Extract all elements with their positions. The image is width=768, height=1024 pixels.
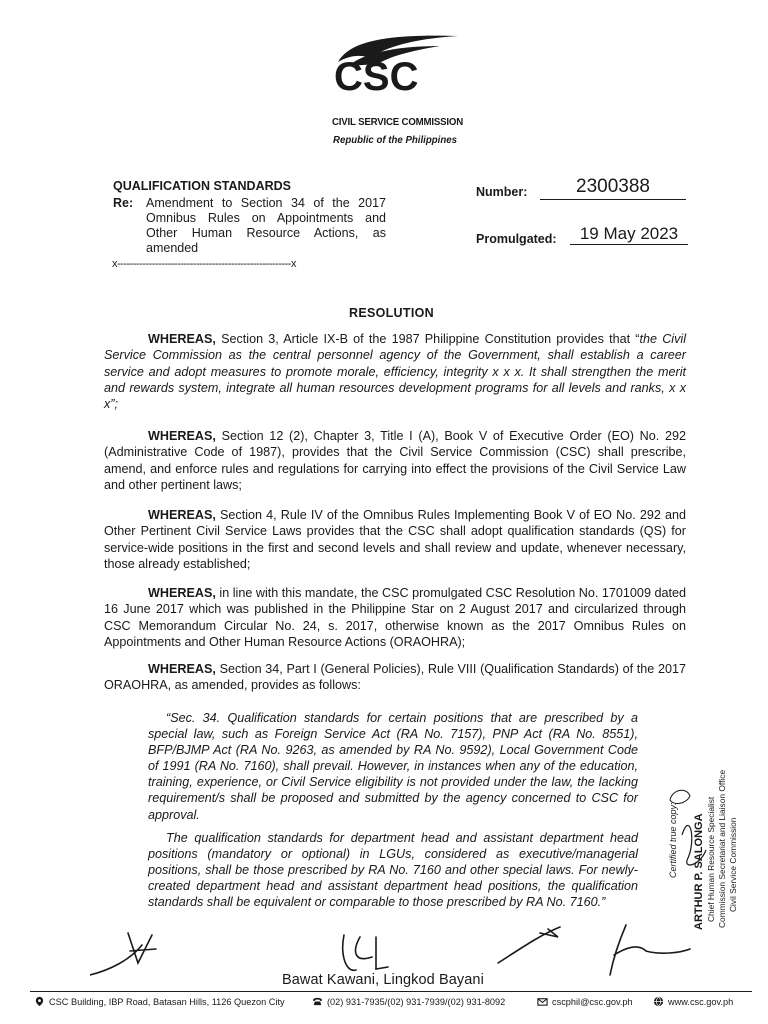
address-text: CSC Building, IBP Road, Batasan Hills, 1126 Quezon City bbox=[49, 996, 285, 1007]
phone-icon bbox=[312, 996, 323, 1007]
email-icon bbox=[537, 996, 548, 1007]
signature-1 bbox=[90, 933, 156, 975]
quoted-section-paragraph bbox=[148, 710, 638, 823]
email-text[interactable]: cscphil@csc.gov.ph bbox=[552, 996, 633, 1007]
phone-text: (02) 931-7935/(02) 931-7939/(02) 931-8092 bbox=[327, 996, 506, 1007]
signature-2 bbox=[343, 935, 388, 970]
whereas-lead: WHEREAS, bbox=[148, 508, 216, 522]
promulgated-label: Promulgated: bbox=[476, 232, 557, 246]
paragraph-quote: the Civil Service Commission as the central personnel agency of the Government, shall establish a career service and adopt measures to promote morale, efficiency, integrity x x x. It shall strengthen the merit and rewards system, integrate all human resources development programs for all levels and ranks, x x x”; bbox=[104, 332, 686, 412]
promulgated-date: 19 May 2023 bbox=[570, 224, 688, 245]
website-text[interactable]: www.csc.gov.ph bbox=[668, 996, 734, 1007]
stamp-title-2: Commission Secretariat and Liaison Office bbox=[717, 769, 727, 928]
paragraph-text: Section 34, Part I (General Policies), Rule VIII (Qualification Standards) of the 2017 ORAOHRA, as amended, provides as follows: bbox=[104, 662, 686, 693]
logo-text: CSC bbox=[334, 55, 419, 92]
re-label: Re: bbox=[113, 196, 134, 210]
whereas-lead: WHEREAS, bbox=[148, 429, 216, 443]
separator-line: x-------------------------------------------------------x bbox=[112, 258, 296, 270]
footer-divider bbox=[30, 991, 752, 992]
signature-4 bbox=[610, 925, 690, 975]
globe-icon bbox=[653, 996, 664, 1007]
csc-logo bbox=[330, 32, 465, 92]
quoted-section-paragraph bbox=[148, 830, 638, 910]
quote-text: “Sec. 34. Qualification standards for certain positions that are prescribed by a special law, such as Foreign Service Act (RA No. 7157), PNP Act (RA No. 8551), BFP/BJMP Act (RA No. 9263, as amended by RA No. 9592), Local Government Code of 1991 (RA No. 7160), shall prevail. However, in instances when any of the education, training, experience, or Civil Service eligibility is not provided under the law, the lacking requirement/s shall be proposed and submitted by the agency concerned to CSC for approval. bbox=[148, 711, 638, 822]
paragraph-text: Section 4, Rule IV of the Omnibus Rules Implementing Book V of EO No. 292 and Other Pertinent Civil Service Laws provides that the CSC shall adopt qualification standards (QS) for service-wide positions in the first and second levels and shall review and update, whenever necessary, those already established; bbox=[104, 508, 686, 571]
agency-subtitle: Republic of the Philippines bbox=[333, 134, 457, 146]
paragraph-text: Section 12 (2), Chapter 3, Title I (A), Book V of Executive Order (EO) No. 292 (Administrative Code of 1987), provides that the Civil Service Commission (CSC) shall prescribe, amend, and enforce rules and regulations for carrying into effect the provisions of the Civil Service Law and other pertinent laws; bbox=[104, 429, 686, 492]
quote-text: The qualification standards for department head and assistant department head positions (mandatory or optional) in LGUs, considered as executive/managerial positions, shall be those prescribed by RA No. 7160 and other special laws. For newly-created department head and assistant department head positions, the qualification standards shall be equivalent or comparable to those prescribed by RA No. 7160.” bbox=[148, 831, 638, 910]
agency-name: CIVIL SERVICE COMMISSION bbox=[332, 116, 464, 128]
location-pin-icon bbox=[34, 996, 45, 1007]
resolution-number: 2300388 bbox=[540, 176, 686, 200]
whereas-paragraph bbox=[104, 428, 686, 493]
document-heading: QUALIFICATION STANDARDS bbox=[113, 179, 291, 193]
footer-address bbox=[34, 996, 285, 1007]
whereas-paragraph bbox=[104, 585, 686, 650]
footer-phone bbox=[312, 996, 505, 1007]
resolution-title: RESOLUTION bbox=[349, 306, 434, 320]
re-subject: Amendment to Section 34 of the 2017 Omnibus Rules on Appointments and Other Human Resource Actions, as amended bbox=[146, 196, 386, 255]
motto: Bawat Kawani, Lingkod Bayani bbox=[282, 972, 484, 988]
stamp-title-3: Civil Service Commission bbox=[728, 817, 738, 912]
footer-email[interactable] bbox=[537, 996, 633, 1007]
whereas-paragraph bbox=[104, 507, 686, 572]
stamp-certified: Certified true copy: bbox=[668, 802, 678, 878]
whereas-lead: WHEREAS, bbox=[148, 332, 216, 346]
paragraph-text: in line with this mandate, the CSC promulgated CSC Resolution No. 1701009 dated 16 June 2017 which was published in the Philippine Star on 2 August 2017 and circularized through CSC Memorandum Circular No. 24, s. 2017, otherwise known as the 2017 Omnibus Rules on Appointments and Other Human Resource Actions (ORAOHRA); bbox=[104, 586, 686, 649]
whereas-lead: WHEREAS, bbox=[148, 662, 216, 676]
whereas-paragraph bbox=[104, 661, 686, 694]
certified-true-copy-stamp bbox=[652, 740, 768, 930]
number-label: Number: bbox=[476, 185, 528, 199]
whereas-paragraph bbox=[104, 331, 686, 412]
stamp-name: ARTHUR P. SALONGA bbox=[693, 813, 705, 930]
footer-website[interactable] bbox=[653, 996, 733, 1007]
paragraph-text: Section 3, Article IX-B of the 1987 Philippine Constitution provides that “ bbox=[215, 332, 640, 346]
signature-3 bbox=[498, 927, 560, 963]
whereas-lead: WHEREAS, bbox=[148, 586, 216, 600]
stamp-title-1: Chief Human Resource Specialist bbox=[706, 796, 716, 922]
